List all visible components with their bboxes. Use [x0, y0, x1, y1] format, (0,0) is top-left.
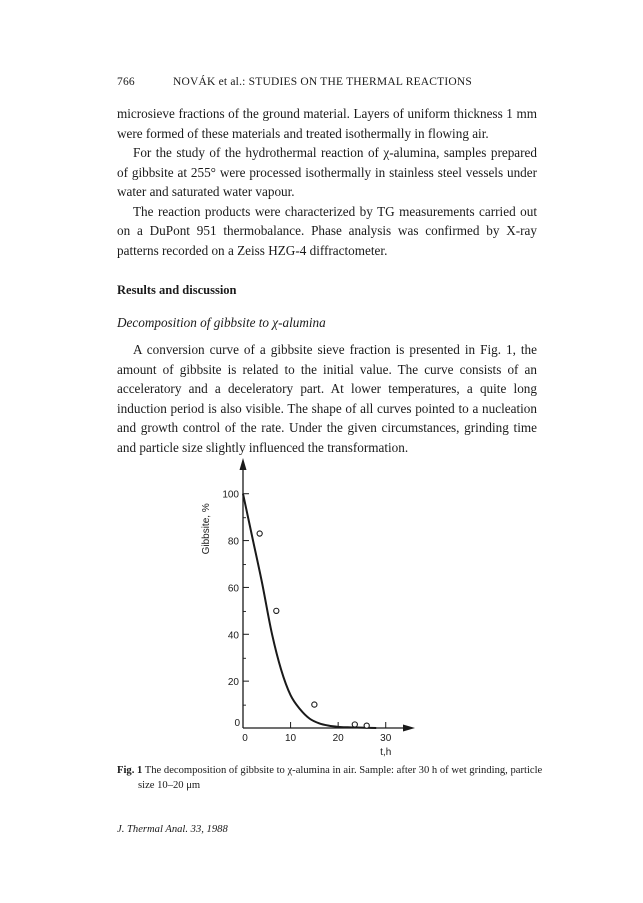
- paragraph: A conversion curve of a gibbsite sieve fraction is presented in Fig. 1, the amount of gibbsite is related to the initial value. The curve consists of an acceleratory and a deceleratory part. At lower temperatures, a quite long induction period is also visible. The shape of all curves pointed to a nucleation and growth control of the rate. Under the given circumstances, grinding time and particle size slightly influenced the transformation.: [117, 342, 537, 455]
- x-tick-label: 10: [285, 733, 297, 744]
- caption-text: The decomposition of gibbsite to χ-alumina in air. Sample: after 30 h of wet grinding, particle: [144, 765, 543, 776]
- paragraph: microsieve fractions of the ground material. Layers of uniform thickness 1 mm were formed of these materials and treated isothermally in flowing air.: [117, 106, 537, 141]
- page-number: 766: [117, 76, 135, 88]
- data-point: [364, 723, 369, 728]
- x-tick-label: 20: [332, 733, 344, 744]
- paragraph: For the study of the hydrothermal reaction of χ-alumina, samples prepared of gibbsite at 255° were processed isothermally in stainless steel vessels under water and saturated water vapour.: [117, 145, 537, 199]
- y-tick-label: 20: [227, 677, 239, 689]
- x-axis-arrow: [403, 725, 415, 732]
- series-curve: [243, 494, 376, 728]
- running-title: NOVÁK et al.: STUDIES ON THE THERMAL REACTIONS: [173, 76, 473, 88]
- x-tick-label: 30: [380, 733, 392, 744]
- y-tick-label: 100: [222, 489, 239, 501]
- y-tick-label: 0: [234, 718, 240, 729]
- section-heading: Results and discussion: [117, 283, 237, 297]
- y-axis-label: Gibbsite, %: [201, 503, 212, 555]
- y-tick-label: 60: [227, 583, 239, 595]
- y-tick-label: 80: [227, 536, 239, 548]
- x-tick-label: 0: [242, 733, 248, 744]
- paragraph: The reaction products were characterized by TG measurements carried out on a DuPont 951 thermobalance. Phase analysis was confirmed by X-ray patterns recorded on a Zeiss HZG-4 diffractometer.: [117, 203, 537, 258]
- caption-text-continued: size 10–20 μm: [138, 780, 201, 791]
- data-point: [352, 722, 357, 727]
- figure-caption: [117, 763, 547, 793]
- subsection-heading: Decomposition of gibbsite to χ-alumina: [117, 315, 326, 330]
- x-axis-label: t,h: [380, 747, 392, 758]
- data-point: [312, 702, 317, 707]
- data-point: [274, 608, 279, 613]
- figure-label: Fig. 1: [117, 765, 143, 776]
- y-axis-arrow: [240, 458, 247, 470]
- data-point: [257, 531, 262, 536]
- y-tick-label: 40: [227, 630, 239, 642]
- journal-footer: J. Thermal Anal. 33, 1988: [117, 824, 228, 835]
